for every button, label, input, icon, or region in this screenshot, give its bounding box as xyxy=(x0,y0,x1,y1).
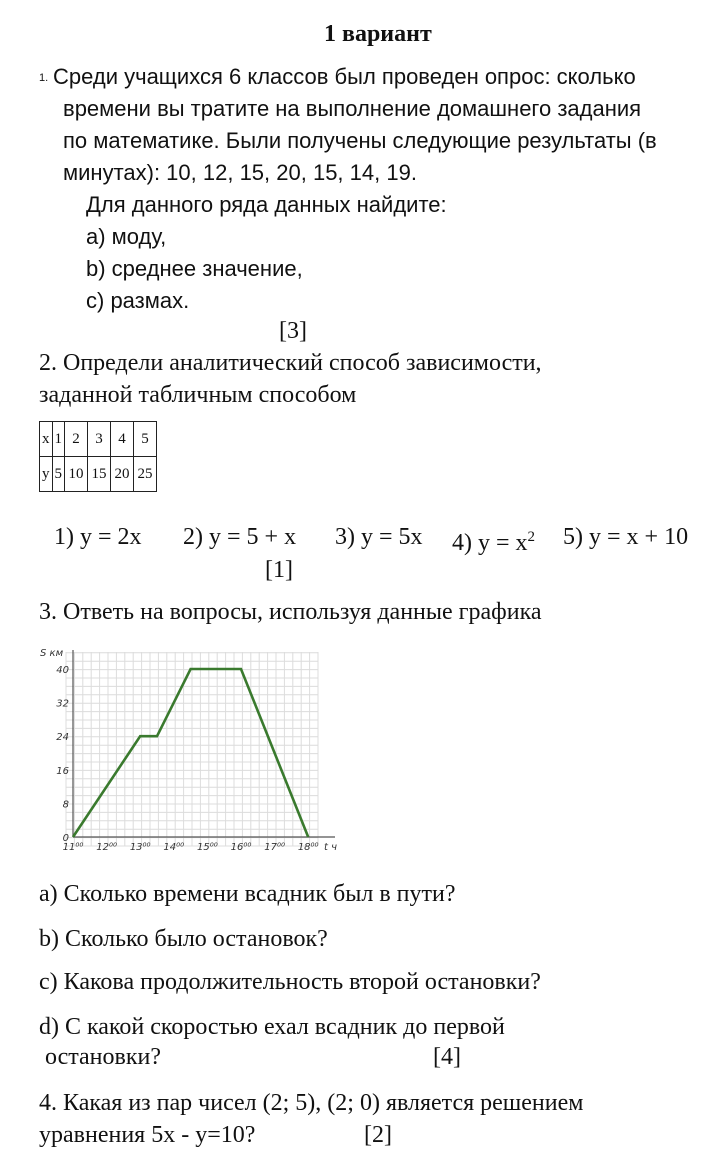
q3-item-d-line2: остановки? xyxy=(45,1044,162,1070)
table-cell: 1 xyxy=(52,422,65,457)
y-tick-label: 0 xyxy=(62,833,69,844)
y-tick-label: 32 xyxy=(56,698,69,710)
x-tick-label: 13⁰⁰ xyxy=(129,842,151,853)
y-tick-label: 24 xyxy=(56,732,69,744)
table-cell: 3 xyxy=(88,422,111,457)
q1-line5: Для данного ряда данных найдите: xyxy=(86,192,447,217)
x-tick-label: 12⁰⁰ xyxy=(96,842,117,853)
q2-line1: 2. Определи аналитический способ зависимости, xyxy=(39,350,542,376)
q1-points: [3] xyxy=(279,318,307,344)
q2-option-2: 2) y = 5 + x xyxy=(183,524,297,550)
x-tick-label: 11⁰⁰ xyxy=(62,842,84,853)
y-tick-label: 16 xyxy=(56,765,69,777)
q2-option-5: 5) y = x + 10 xyxy=(563,524,689,550)
q3-line1: 3. Ответь на вопросы, используя данные графика xyxy=(39,599,542,625)
table-cell: 2 xyxy=(65,422,88,457)
q3-points: [4] xyxy=(433,1044,461,1070)
q4-line2: уравнения 5x - y=10? xyxy=(39,1122,256,1148)
x-tick-label: 15⁰⁰ xyxy=(197,842,218,853)
y-tick-label: 8 xyxy=(62,799,69,811)
x-tick-label: 17⁰⁰ xyxy=(264,842,285,853)
q2-points: [1] xyxy=(265,557,293,583)
y-axis-label: S км xyxy=(40,648,64,659)
q1-line3: по математике. Были получены следующие результаты (в xyxy=(63,128,657,153)
table-cell: 10 xyxy=(65,457,88,492)
q4-line1: 4. Какая из пар чисел (2; 5), (2; 0) является решением xyxy=(39,1090,584,1116)
table-cell: 20 xyxy=(111,457,134,492)
q3-item-d-line1: d) С какой скоростью ехал всадник до первой xyxy=(39,1014,505,1040)
table-cell: 5 xyxy=(52,457,65,492)
x-axis-label: t ч xyxy=(324,842,338,853)
q3-item-b: b) Сколько было остановок? xyxy=(39,926,328,952)
q1-item-c: c) размах. xyxy=(86,288,190,313)
table-cell: 15 xyxy=(88,457,111,492)
chart-grid xyxy=(66,652,318,846)
q2-option-4-base: 4) y = x xyxy=(452,530,528,556)
q2-option-3: 3) y = 5x xyxy=(335,524,423,550)
q2-option-4-exponent: 2 xyxy=(527,529,536,545)
x-tick-label: 14⁰⁰ xyxy=(163,842,185,853)
q2-line2: заданной табличным способом xyxy=(39,382,357,408)
table-cell: y xyxy=(40,457,53,492)
q1-line4: минутах): 10, 12, 15, 20, 15, 14, 19. xyxy=(63,160,417,185)
x-tick-label: 18⁰⁰ xyxy=(297,842,319,853)
q3-item-a: a) Сколько времени всадник был в пути? xyxy=(39,881,456,907)
q1-item-a: a) моду, xyxy=(86,224,167,249)
q1-item-b: b) среднее значение, xyxy=(86,256,303,281)
y-tick-label: 40 xyxy=(56,665,69,676)
table-cell: 4 xyxy=(111,422,134,457)
q4-points: [2] xyxy=(364,1122,392,1148)
q1-line2: времени вы тратите на выполнение домашнего задания xyxy=(63,96,642,121)
table-cell: 5 xyxy=(134,422,157,457)
q3-item-c: c) Какова продолжительность второй остановки? xyxy=(39,969,541,995)
page-title: 1 вариант xyxy=(324,21,432,47)
q2-option-1: 1) y = 2x xyxy=(54,524,142,550)
x-tick-label: 16⁰⁰ xyxy=(230,842,252,853)
q1-line1: Среди учащихся 6 классов был проведен опрос: сколько xyxy=(53,64,636,89)
q1-number: 1. xyxy=(39,72,49,84)
table-cell: x xyxy=(40,422,53,457)
table-cell: 25 xyxy=(134,457,157,492)
